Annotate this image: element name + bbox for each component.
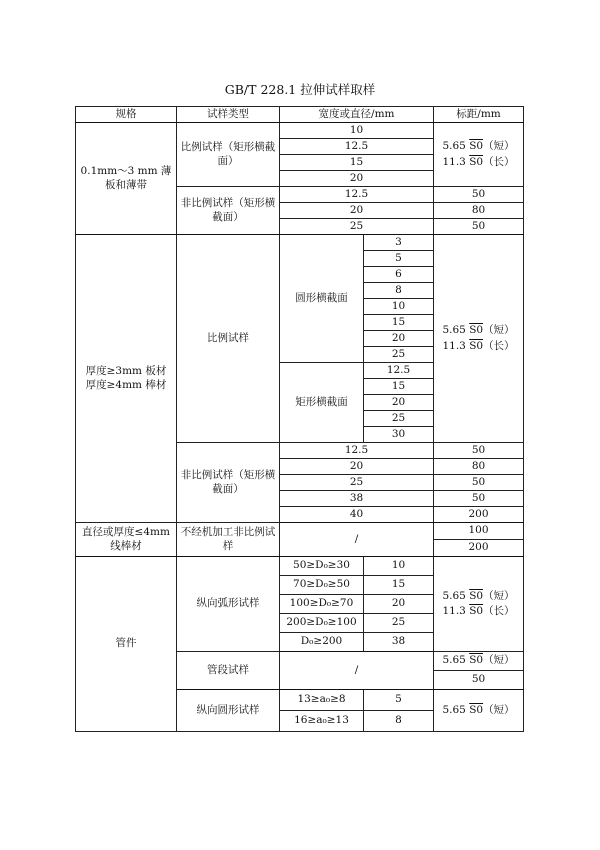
width-cell: 20 [280, 203, 434, 219]
specimen-table [75, 106, 524, 732]
header-spec: 规格 [76, 107, 177, 123]
gauge-cell: 50 [434, 219, 524, 235]
header-type: 试样类型 [177, 107, 280, 123]
gauge-formula-short: 5.65 S0（短） [434, 652, 524, 671]
header-width: 宽度或直径/mm [280, 107, 434, 123]
value-cell: 30 [364, 427, 434, 443]
type-wire: 不经机加工非比例试样 [177, 523, 280, 557]
width-cell: 12.5 [280, 443, 434, 459]
gauge-cell: 100 [434, 523, 524, 540]
condition-cell: 70≥D₀≥50 [280, 576, 364, 595]
width-cell: 20 [280, 459, 434, 475]
gauge-cell: 80 [434, 203, 524, 219]
width-cell: / [280, 652, 434, 690]
page-title: GB/T 228.1 拉伸试样取样 [224, 82, 376, 97]
value-cell: 10 [364, 557, 434, 576]
width-cell: 15 [280, 155, 434, 171]
value-cell: 15 [364, 379, 434, 395]
value-cell: 5 [364, 690, 434, 711]
value-cell: 25 [364, 614, 434, 633]
width-cell: 10 [280, 123, 434, 139]
table-row [76, 235, 524, 251]
width-cell: / [280, 523, 434, 557]
gauge-cell: 200 [434, 540, 524, 557]
gauge-cell: 200 [434, 507, 524, 523]
value-cell: 20 [364, 331, 434, 347]
value-cell: 6 [364, 267, 434, 283]
value-cell: 20 [364, 395, 434, 411]
table-row [76, 557, 524, 576]
value-cell: 3 [364, 235, 434, 251]
type-thin-proportional: 比例试样（矩形横截面） [177, 123, 280, 187]
value-cell: 25 [364, 411, 434, 427]
type-pipe-round: 纵向圆形试样 [177, 690, 280, 732]
value-cell: 38 [364, 633, 434, 652]
rect-section-label: 矩形横截面 [280, 363, 364, 443]
width-cell: 12.5 [280, 187, 434, 203]
width-cell: 25 [280, 219, 434, 235]
value-cell: 8 [364, 711, 434, 732]
type-pipe-arc: 纵向弧形试样 [177, 557, 280, 652]
value-cell: 15 [364, 576, 434, 595]
gauge-formula-short: 5.65 S0（短） [434, 690, 524, 732]
gauge-formula: 5.65 S0（短） 11.3 S0（长） [434, 123, 524, 187]
gauge-cell: 50 [434, 187, 524, 203]
condition-cell: 50≥D₀≥30 [280, 557, 364, 576]
gauge-cell: 80 [434, 459, 524, 475]
value-cell: 10 [364, 299, 434, 315]
value-cell: 12.5 [364, 363, 434, 379]
condition-cell: 16≥a₀≥13 [280, 711, 364, 732]
width-cell: 12.5 [280, 139, 434, 155]
gauge-cell: 50 [434, 443, 524, 459]
spec-pipe: 管件 [76, 557, 177, 732]
type-thick-nonproportional: 非比例试样（矩形横截面） [177, 443, 280, 523]
type-pipe-segment: 管段试样 [177, 652, 280, 690]
width-cell: 20 [280, 171, 434, 187]
width-cell: 25 [280, 475, 434, 491]
type-thick-proportional: 比例试样 [177, 235, 280, 443]
width-cell: 38 [280, 491, 434, 507]
value-cell: 20 [364, 595, 434, 614]
type-thin-nonproportional: 非比例试样（矩形横截面） [177, 187, 280, 235]
gauge-cell: 50 [434, 475, 524, 491]
gauge-formula: 5.65 S0（短） 11.3 S0（长） [434, 557, 524, 652]
condition-cell: 13≥a₀≥8 [280, 690, 364, 711]
table-row [76, 523, 524, 540]
round-section-label: 圆形横截面 [280, 235, 364, 363]
gauge-formula: 5.65 S0（短） 11.3 S0（长） [434, 235, 524, 443]
gauge-cell: 50 [434, 491, 524, 507]
value-cell: 8 [364, 283, 434, 299]
condition-cell: 200≥D₀≥100 [280, 614, 364, 633]
condition-cell: 100≥D₀≥70 [280, 595, 364, 614]
value-cell: 25 [364, 347, 434, 363]
header-row [76, 107, 524, 123]
table-row [76, 123, 524, 139]
spec-wire: 直径或厚度≤4mm 线棒材 [76, 523, 177, 557]
condition-cell: D₀≥200 [280, 633, 364, 652]
spec-thick: 厚度≥3mm 板材 厚度≥4mm 棒材 [76, 235, 177, 523]
width-cell: 40 [280, 507, 434, 523]
gauge-cell: 50 [434, 671, 524, 690]
value-cell: 15 [364, 315, 434, 331]
value-cell: 5 [364, 251, 434, 267]
header-gauge: 标距/mm [434, 107, 524, 123]
spec-thin: 0.1mm～3 mm 薄板和薄带 [76, 123, 177, 235]
